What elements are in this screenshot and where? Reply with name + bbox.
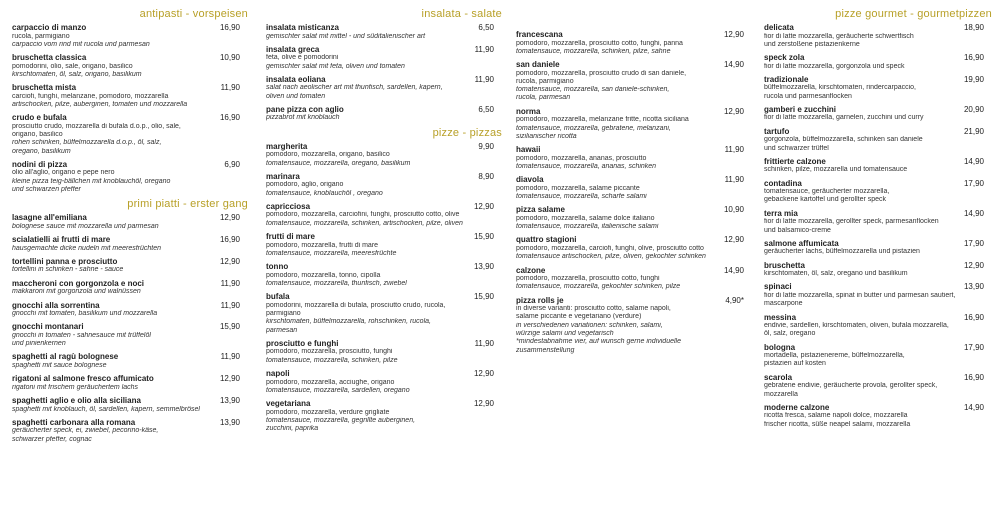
menu-item-price: 8,90: [478, 171, 494, 181]
menu-item-description: tomatensauce, mozzarella, scharfe salami: [516, 193, 647, 201]
menu-item-price: 13,90: [219, 396, 240, 406]
menu-item-description: *mindestabnahme vier, auf wunsch gerne individuelle: [516, 338, 681, 346]
menu-item-name: salmone affumicata: [764, 238, 839, 248]
menu-item-description: schinken, pilze, mozzarella und tomatensauce: [764, 166, 908, 174]
menu-item-description: und schwarzen pfeffer: [12, 186, 81, 194]
menu-item-description: kleine pizza teig-bällchen mit knoblauchöl, oregano: [12, 177, 171, 185]
menu-item-description: pomodoro, mozzarella, prosciutto crudo di san daniele,: [516, 69, 687, 77]
menu-item-description: fior di latte mozzarella, geräucherte schwertfisch: [764, 32, 914, 40]
menu-item-price: 11,90: [220, 278, 240, 288]
menu-item-name: francescana: [516, 30, 563, 39]
menu-item: [764, 179, 992, 205]
menu-item-description: pomodoro, mozzarella, verdure grigliate: [266, 408, 390, 416]
menu-item-description: rucola, parmigiano: [12, 32, 70, 40]
menu-item-name: pizza salame: [516, 205, 565, 215]
menu-item: [266, 202, 502, 228]
menu-item-price: 12,90: [963, 260, 984, 270]
menu-item-description: tomatensauce, mozzarella, italienische salami: [516, 223, 659, 231]
menu-item-description: oliven und tomaten: [266, 92, 326, 100]
menu-item-price: 15,90: [473, 232, 494, 242]
section-heading: insalata - salate: [421, 8, 502, 20]
menu-item-price: 12,90: [219, 374, 240, 384]
menu-item: [12, 396, 248, 414]
menu-item-price: 13,90: [473, 262, 494, 272]
menu-item-description: rohen schinken, büffelmozzarella d.o.p., öl, salz,: [12, 139, 162, 147]
menu-item-description: origano, basilico: [12, 131, 63, 139]
menu-item-name: hawaii: [516, 145, 541, 155]
menu-item-description: frischer ricotta, süße neapel salami, mozzarella: [764, 420, 911, 428]
menu-item-description: pomodorini, mozzarella di bufala, prosciutto crudo, rucola,: [266, 301, 446, 309]
menu-item-description: geräucherter speck, ei, zwiebel, pecorino-käse,: [12, 427, 159, 435]
menu-item-description: tomatensauce, mozzarella, schinken, artischocken, pilze, oliven: [266, 219, 463, 227]
menu-item-description: mortadella, pistazienereme, büffelmozzarella,: [764, 352, 905, 360]
menu-item-description: gnocchi mit tomaten, basilikum und mozzarella: [12, 310, 158, 318]
menu-item: [516, 205, 752, 231]
menu-item-description: parmigiano: [266, 310, 301, 318]
menu-item-description: tomatensauce, mozzarella, schinken, pilze: [266, 356, 398, 364]
menu-item-name: napoli: [266, 369, 290, 379]
menu-item-description: und pinienkernen: [12, 340, 66, 348]
menu-item-name: nodini di pizza: [12, 159, 68, 169]
menu-item-description: fior di latte mozzarella, spinat in butter und parmesan sautiert,: [764, 291, 956, 299]
menu-item: [266, 339, 502, 365]
menu-item-price: 4,90*: [725, 295, 744, 305]
menu-item-price: 20,90: [963, 104, 984, 114]
menu-item-name: messina: [764, 312, 797, 322]
menu-item-description: rigatoni mit frischem geräuchertem lachs: [12, 383, 139, 391]
menu-item-description: artischocken, pilze, auberginen, tomaten und mozzarella: [12, 100, 188, 108]
menu-item-name: diavola: [516, 175, 544, 185]
menu-item-name: insalata greca: [266, 44, 320, 54]
menu-item-description: öl, salz, oregano: [764, 330, 816, 338]
menu-item-description: pistazien auf kosten: [764, 360, 826, 368]
menu-item: [516, 266, 752, 292]
menu-item-name: frutti di mare: [266, 232, 315, 242]
menu-item-description: mascarpone: [764, 300, 803, 308]
menu-item: [764, 373, 992, 399]
menu-item-name: calzone: [516, 265, 546, 275]
menu-item-name: prosciutto e funghi: [266, 338, 339, 348]
menu-item-description: olio all'aglio, origano e pepe nero: [12, 169, 115, 177]
menu-item-description: sizilianischer ricotta: [516, 132, 577, 140]
menu-item-description: spaghetti mit knoblauch, öl, sardellen, kapern, semmelbrösel: [12, 405, 200, 413]
menu-item-description: in diverse varianti: prosciutto cotto, salame napoli,: [516, 305, 671, 313]
menu-item: [764, 157, 992, 175]
menu-item-description: carpaccio vom rind mit rucola und parmesan: [12, 40, 150, 48]
menu-item-description: pomodoro, mozzarella, carciofi, funghi, olive, prosciutto cotto: [516, 244, 704, 252]
menu-item-description: rucola und parmesanflocken: [764, 92, 852, 100]
menu-item: [764, 105, 992, 123]
menu-item-name: san daniele: [516, 60, 560, 70]
menu-item: [12, 279, 248, 297]
menu-item: [764, 403, 992, 429]
menu-item-description: gebratene endivie, geräucherte provola, gerollter speck,: [764, 382, 938, 390]
menu-item: [764, 53, 992, 71]
menu-item-name: pane pizza con aglio: [266, 104, 344, 114]
menu-item-description: pomodoro, mozzarella, prosciutto, funghi: [266, 348, 393, 356]
menu-item-price: 14,90: [963, 402, 984, 412]
menu-item-price: 6,50: [478, 23, 494, 32]
menu-item-name: capricciosa: [266, 201, 311, 211]
menu-item-name: moderne calzone: [764, 402, 830, 412]
menu-item: [266, 292, 502, 335]
menu-item-description: bolognese sauce mit mozzarella und parmesan: [12, 222, 159, 230]
menu-item-description: mozzarella: [764, 390, 798, 398]
menu-item-price: 12,90: [723, 30, 744, 39]
menu-item-name: bufala: [266, 292, 290, 302]
menu-item-price: 18,90: [963, 23, 984, 32]
menu-item-name: frittierte calzone: [764, 156, 826, 166]
menu-item-description: hausgemachte dicke nudeln mit meeresfrüchten: [12, 244, 162, 252]
menu-item-description: pomodoro, mozzarella, frutti di mare: [266, 241, 379, 249]
menu-item-description: spaghetti mit sauce bolognese: [12, 361, 107, 369]
menu-item-description: rucola, parmesan: [516, 94, 571, 102]
menu-item: [764, 75, 992, 101]
menu-item-name: contadina: [764, 178, 802, 188]
menu-item-price: 16,90: [963, 53, 984, 63]
menu-item-name: scarola: [764, 372, 793, 382]
menu-item-description: und balsamico-creme: [764, 226, 831, 234]
menu-item: [764, 313, 992, 339]
section-heading: primi piatti - erster gang: [127, 198, 248, 211]
menu-item-description: tomatensauce artischocken, pilze, oliven, gekochter schinken: [516, 253, 706, 261]
menu-item-price: 14,90: [723, 265, 744, 275]
menu-item-name: carpaccio di manzo: [12, 23, 87, 32]
menu-item-price: 17,90: [963, 342, 984, 352]
menu-item: [12, 235, 248, 253]
menu-item-price: 12,90: [473, 399, 494, 409]
menu-item: [12, 352, 248, 370]
menu-item-description: salame piccante e vegetariano (verdure): [516, 313, 642, 321]
menu-item-description: pomodoro, mozzarella, salame piccante: [516, 184, 640, 192]
menu-item-description: kirschtomaten, öl, salz, origano, basilikum: [12, 70, 142, 78]
menu-item-price: 16,90: [219, 235, 240, 245]
menu-item: [516, 60, 752, 103]
menu-item: [12, 113, 248, 156]
menu-item-description: tomatensauce, mozzarella, thunfisch, zwiebel: [266, 279, 407, 287]
menu-item: [266, 369, 502, 395]
menu-item-name: delicata: [764, 23, 794, 32]
menu-item-description: pomodoro, mozzarella, acciughe, origano: [266, 378, 395, 386]
menu-item: [266, 399, 502, 433]
menu-item: [266, 105, 502, 123]
menu-item-description: feta, olive e pomodorini: [266, 54, 339, 62]
menu-item-name: tonno: [266, 262, 289, 272]
menu-item: [12, 301, 248, 319]
menu-item-price: 11,90: [220, 352, 240, 362]
menu-item-description: tomatensauce, mozzarella, san daniele-schinken,: [516, 86, 670, 94]
menu-item-description: pomodoro, mozzarella, tonno, cipolla: [266, 271, 381, 279]
menu-item-description: tomatensauce, knoblauchöl , oregano: [266, 189, 383, 197]
menu-item-description: tomatensauce, mozzarella, gegrillte auberginen,: [266, 416, 416, 424]
menu-item: [12, 213, 248, 231]
menu-item-description: fior di latte mozzarella, gorgonzola und speck: [764, 62, 905, 70]
menu-column-2: [266, 8, 502, 438]
menu-item-description: pomodoro, aglio, origano: [266, 181, 344, 189]
menu-item-description: makkaroni mit gorgonzola und walnüssen: [12, 288, 141, 296]
menu-item-name: quattro stagioni: [516, 235, 577, 245]
menu-item-description: pomodoro, mozzarella, prosciutto cotto, funghi, panna: [516, 39, 683, 47]
menu-item-name: gnocchi alla sorrentina: [12, 300, 100, 310]
menu-column-3: [516, 30, 752, 359]
menu-item: [266, 75, 502, 101]
menu-item-description: kirschtomaten, büffelmozzarella, rohschinken, rucola,: [266, 318, 431, 326]
menu-item-description: gemischter salat mit mittel - und süditalienischer art: [266, 32, 426, 40]
menu-item-name: tartufo: [764, 126, 790, 136]
menu-item-description: tomatensauce, mozzarella, gebratene, melanzani,: [516, 124, 671, 132]
menu-item-description: zucchini, paprika: [266, 425, 319, 433]
menu-item: [764, 23, 992, 49]
menu-item: [266, 23, 502, 41]
menu-item-description: tomatensauce, geräucherter mozzarella,: [764, 188, 890, 196]
menu-item-name: bruschetta mista: [12, 83, 77, 93]
menu-item-price: 11,90: [220, 83, 240, 93]
menu-item-name: speck zola: [764, 53, 805, 63]
menu-item: [764, 282, 992, 308]
menu-item: [12, 83, 248, 109]
menu-item-description: geräucherter lachs, büffelmozzarella und pistazien: [764, 248, 920, 256]
menu-column-1: [12, 8, 248, 448]
menu-item-description: und schwarzer trüffel: [764, 144, 829, 152]
menu-item-description: gemischter salat mit feta, oliven und tomaten: [266, 62, 405, 70]
menu-item-name: norma: [516, 106, 541, 116]
menu-item-price: 15,90: [219, 322, 240, 332]
menu-item: [764, 209, 992, 235]
menu-item-price: 17,90: [963, 178, 984, 188]
menu-item-description: tomatensauce, mozzarella, ananas, schinken: [516, 162, 657, 170]
menu-item-description: rucola, parmigiano: [516, 77, 574, 85]
menu-item-description: tomatensauce, mozzarella, sardellen, oregano: [266, 386, 410, 394]
menu-item-price: 11,90: [220, 300, 240, 310]
menu-item-name: rigatoni al salmone fresco affumicato: [12, 374, 154, 384]
menu-item-price: 11,90: [724, 175, 744, 185]
menu-item-name: spaghetti carbonara alla romana: [12, 417, 136, 427]
menu-item: [12, 418, 248, 444]
menu-item-name: spaghetti al ragù bolognese: [12, 352, 119, 362]
menu-item-price: 12,90: [723, 235, 744, 245]
menu-item-name: lasagne all'emiliana: [12, 213, 87, 223]
menu-item: [266, 262, 502, 288]
menu-item-description: in verschiedenen variationen: schinken, salami,: [516, 321, 663, 329]
menu-item-description: pomodoro, mozzarella, ananas, prosciutto: [516, 154, 647, 162]
menu-item-price: 6,90: [224, 159, 240, 169]
menu-item-description: pomodoro, mozzarella, prosciutto cotto, funghi: [516, 275, 660, 283]
section-heading: pizze - pizzas: [432, 126, 502, 139]
menu-item: [764, 261, 992, 279]
menu-item-price: 6,50: [478, 104, 494, 114]
menu-item-description: oregano, basilikum: [12, 147, 71, 155]
section-heading: pizze gourmet - gourmetpizzen: [835, 8, 992, 20]
menu-item-description: fior di latte mozzarella, garnelen, zucchini und curry: [764, 114, 924, 122]
menu-item-name: tradizionale: [764, 74, 809, 84]
menu-item-price: 13,90: [219, 417, 240, 427]
menu-item-description: carciofi, funghi, melanzane, pomodoro, mozzarella: [12, 92, 169, 100]
menu-item-price: 12,90: [473, 369, 494, 379]
menu-item-price: 11,90: [474, 74, 494, 84]
menu-item: [516, 30, 752, 56]
menu-item: [266, 142, 502, 168]
menu-item-description: parmesan: [266, 326, 298, 334]
menu-item-name: bruschetta classica: [12, 53, 87, 63]
menu-item-name: crudo e bufala: [12, 113, 67, 123]
menu-item-description: zusammenstellung: [516, 346, 575, 354]
menu-item-price: 10,90: [723, 205, 744, 215]
menu-item-description: endivie, sardellen, kirschtomaten, oliven, bufala mozzarella,: [764, 322, 949, 330]
menu-item-description: ricotta fresca, salame napoli dolce, mozzarella: [764, 412, 908, 420]
menu-item: [764, 239, 992, 257]
menu-item-description: büffelmozzarella, kirschtomaten, rindercarpaccio,: [764, 84, 916, 92]
menu-item: [12, 374, 248, 392]
menu-item-description: tomatensauce, mozzarella, gekochter schinken, pilze: [516, 283, 681, 291]
menu-item: [12, 257, 248, 275]
menu-item-description: tomatensauce, mozzarella, meeresfrüchte: [266, 249, 397, 257]
menu-item-price: 16,90: [963, 372, 984, 382]
menu-item: [12, 322, 248, 348]
menu-item-name: tortellini panna e prosciutto: [12, 256, 118, 266]
menu-item-description: gorgonzola, büffelmozzarella, schinken san daniele: [764, 136, 923, 144]
menu-item-description: prosciutto crudo, mozzarella di bufala d.o.p., olio, sale,: [12, 122, 181, 130]
menu-item-name: scialatielli ai frutti di mare: [12, 235, 111, 245]
menu-item-name: bologna: [764, 342, 796, 352]
menu-item-description: und zerstoßene pistazienkerne: [764, 40, 860, 48]
menu-item: [516, 145, 752, 171]
menu-item-price: 17,90: [963, 238, 984, 248]
menu-item: [516, 235, 752, 261]
menu-item-name: terra mia: [764, 208, 798, 218]
menu-item-price: 14,90: [963, 156, 984, 166]
menu-item-name: vegetariana: [266, 399, 311, 409]
menu-item: [516, 175, 752, 201]
menu-item-description: kirschtomaten, öl, salz, oregano und basilikum: [764, 270, 908, 278]
menu-item-price: 19,90: [963, 74, 984, 84]
menu-item-name: spaghetti aglio e olio alla siciliana: [12, 396, 141, 406]
menu-item-description: salat nach aeolischer art mit thunfisch, sardellen, kapern,: [266, 84, 443, 92]
menu-item-price: 11,90: [724, 145, 744, 155]
menu-item-description: würzige salami und vegetarisch: [516, 330, 614, 338]
section-heading: antipasti - vorspeisen: [139, 8, 248, 20]
menu-item: [266, 232, 502, 258]
menu-item-price: 12,90: [473, 201, 494, 211]
menu-item-price: 15,90: [473, 292, 494, 302]
menu-item-name: bruschetta: [764, 260, 805, 270]
menu-item-price: 13,90: [963, 282, 984, 292]
menu-item-description: tortellini in schinken - sahne - sauce: [12, 266, 124, 274]
menu-column-4: [764, 8, 992, 433]
menu-item-price: 11,90: [474, 44, 494, 54]
menu-item-price: 16,90: [963, 312, 984, 322]
menu-item-name: insalata eoliana: [266, 74, 326, 84]
menu-item: [12, 53, 248, 79]
menu-item-price: 21,90: [963, 126, 984, 136]
menu-item: [516, 296, 752, 355]
menu-item-name: pizza rolls je: [516, 295, 564, 305]
menu-item-price: 16,90: [219, 23, 240, 32]
menu-item-name: margherita: [266, 141, 308, 151]
menu-item-price: 11,90: [474, 338, 494, 348]
menu-item-description: pomodoro, mozzarella, origano, basilico: [266, 151, 390, 159]
menu-item-name: gamberi e zucchini: [764, 104, 837, 114]
menu-item-description: pomodoro, mozzarella, salame dolce italiano: [516, 214, 655, 222]
menu-item: [764, 343, 992, 369]
menu-item-name: spinaci: [764, 282, 792, 292]
menu-item-price: 10,90: [219, 53, 240, 63]
menu-item-name: insalata misticanza: [266, 23, 339, 32]
menu-item-description: pomodoro, mozzarella, melanzane fritte, ricotta siciliana: [516, 116, 689, 124]
menu-item-price: 14,90: [963, 208, 984, 218]
menu-item-description: pizzabrot mit knoblauch: [266, 114, 340, 122]
menu-item-description: tomatensauce, mozzarella, oregano, basilikum: [266, 159, 411, 167]
menu-item-price: 12,90: [723, 106, 744, 116]
menu-item-description: schwarzer pfeffer, cognac: [12, 435, 92, 443]
menu-item-price: 12,90: [219, 256, 240, 266]
menu-item-name: marinara: [266, 171, 300, 181]
menu-item-description: pomodorini, olio, sale, origano, basilico: [12, 62, 133, 70]
menu-item-name: gnocchi montanari: [12, 322, 84, 332]
menu-item: [12, 23, 248, 49]
menu-item-description: pomodoro, mozzarella, carciofini, funghi, prosciutto cotto, olive: [266, 211, 460, 219]
menu-item-description: gnocchi in tomaten - sahnesauce mit trüffelöl: [12, 331, 151, 339]
menu-item-price: 14,90: [723, 60, 744, 70]
menu-item-price: 16,90: [219, 113, 240, 123]
menu-item-description: tomatensauce, mozzarella, schinken, pilze, sahne: [516, 47, 671, 55]
menu-item-description: fior di latte mozzarella, gerollter speck, parmesanflocken: [764, 218, 939, 226]
menu-item-name: maccheroni con gorgonzola e noci: [12, 278, 145, 288]
menu-item: [12, 160, 248, 194]
menu-item: [516, 107, 752, 141]
menu-item: [266, 45, 502, 71]
menu-item: [266, 172, 502, 198]
menu-item-description: gebackene kartoffel und gerollter speck: [764, 196, 887, 204]
menu-item-price: 9,90: [478, 141, 494, 151]
menu-item: [764, 127, 992, 153]
menu-item-price: 12,90: [219, 213, 240, 223]
